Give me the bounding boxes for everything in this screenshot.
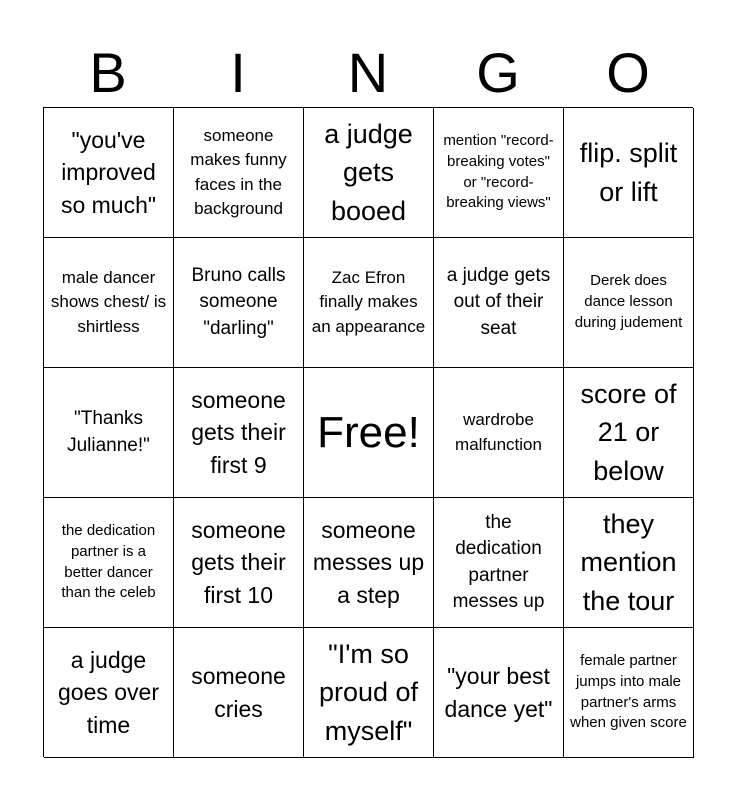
bingo-cell-r5c4[interactable]: "your best dance yet"	[434, 628, 564, 758]
bingo-cell-r1c5[interactable]: flip. split or lift	[564, 108, 694, 238]
header-letter-o: O	[606, 41, 650, 104]
bingo-cell-r3c4[interactable]: wardrobe malfunction	[434, 368, 564, 498]
bingo-cell-r2c4[interactable]: a judge gets out of their seat	[434, 238, 564, 368]
bingo-cell-r3c1[interactable]: "Thanks Julianne!"	[44, 368, 174, 498]
header-letter-i: I	[230, 41, 246, 104]
bingo-cell-r5c1[interactable]: a judge goes over time	[44, 628, 174, 758]
bingo-cell-r2c3[interactable]: Zac Efron finally makes an appearance	[304, 238, 434, 368]
bingo-cell-r4c4[interactable]: the dedication partner messes up	[434, 498, 564, 628]
bingo-cell-r4c5[interactable]: they mention the tour	[564, 498, 694, 628]
bingo-cell-r3c2[interactable]: someone gets their first 9	[174, 368, 304, 498]
bingo-header	[43, 38, 693, 108]
bingo-cell-r1c3[interactable]: a judge gets booed	[304, 108, 434, 238]
bingo-cell-r3c5[interactable]: score of 21 or below	[564, 368, 694, 498]
bingo-board	[43, 107, 693, 757]
bingo-cell-r5c5[interactable]: female partner jumps into male partner's arms when given score	[564, 628, 694, 758]
bingo-cell-r2c1[interactable]: male dancer shows chest/ is shirtless	[44, 238, 174, 368]
bingo-cell-r4c3[interactable]: someone messes up a step	[304, 498, 434, 628]
header-letter-g: G	[476, 41, 520, 104]
header-letter-b: B	[89, 41, 127, 104]
bingo-cell-free[interactable]: Free!	[304, 368, 434, 498]
bingo-cell-r5c3[interactable]: "I'm so proud of myself"	[304, 628, 434, 758]
bingo-cell-r2c5[interactable]: Derek does dance lesson during judement	[564, 238, 694, 368]
bingo-cell-r1c2[interactable]: someone makes funny faces in the background	[174, 108, 304, 238]
bingo-cell-r4c1[interactable]: the dedication partner is a better dancer than the celeb	[44, 498, 174, 628]
bingo-cell-r1c4[interactable]: mention "record-breaking votes" or "record-breaking views"	[434, 108, 564, 238]
bingo-cell-r5c2[interactable]: someone cries	[174, 628, 304, 758]
bingo-cell-r4c2[interactable]: someone gets their first 10	[174, 498, 304, 628]
bingo-cell-r2c2[interactable]: Bruno calls someone "darling"	[174, 238, 304, 368]
header-letter-n: N	[347, 41, 389, 104]
bingo-cell-r1c1[interactable]: "you've improved so much"	[44, 108, 174, 238]
